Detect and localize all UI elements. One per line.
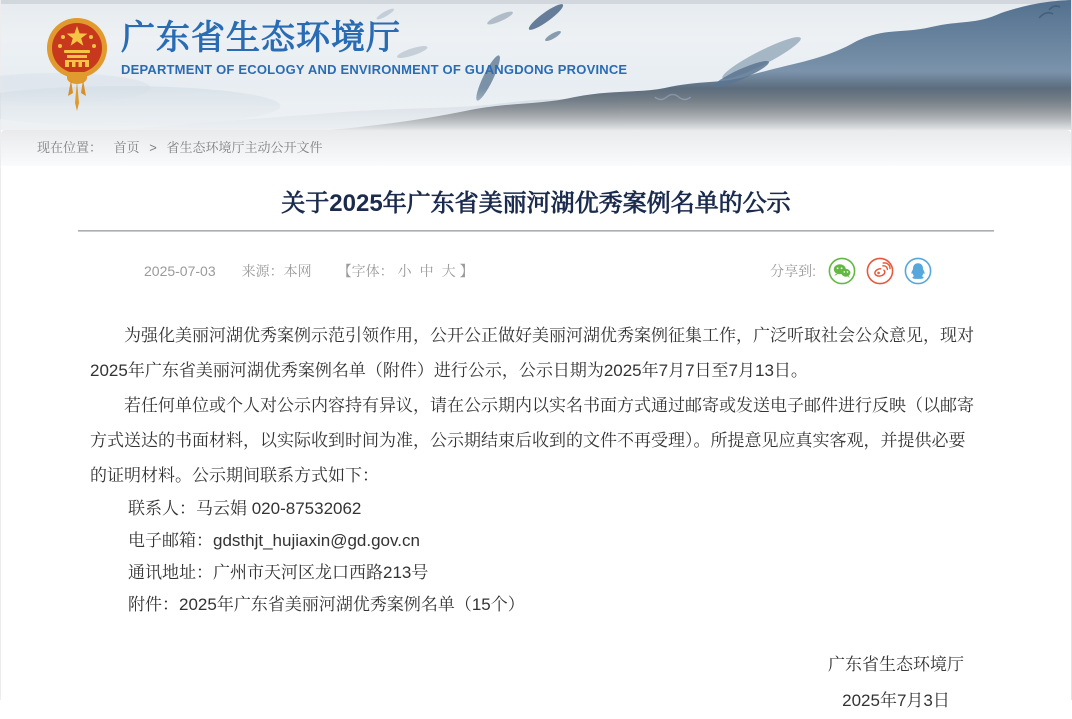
title-divider xyxy=(78,230,994,232)
share-weibo-icon[interactable] xyxy=(866,257,894,285)
paragraph: 为强化美丽河湖优秀案例示范引领作用，公开公正做好美丽河湖优秀案例征集工作，广泛听取社会公众意见，现对2025年广东省美丽河湖优秀案例名单（附件）进行公示，公示日期为2025年7月7日至7月13日。 xyxy=(90,326,974,380)
font-size-control xyxy=(338,261,474,281)
font-size-medium-button[interactable]: 中 xyxy=(419,263,434,279)
paragraph: 若任何单位或个人对公示内容持有异议，请在公示期内以实名书面方式通过邮寄或发送电子邮件进行反映（以邮寄方式送达的书面材料，以实际收到时间为准，公示期结束后收到的文件不再受理）。所提意见应真实客观，并提供必要的证明材料。公示期间联系方式如下： xyxy=(90,396,974,485)
brand-text xyxy=(121,10,627,77)
article-meta-left xyxy=(144,261,474,281)
signature-inner xyxy=(828,647,964,719)
contact-address-line: 通讯地址：广州市天河区龙口西路213号 xyxy=(128,563,429,582)
site-title: 广东省生态环境厅 xyxy=(121,19,401,57)
signature-date: 2025年7月3日 xyxy=(842,691,950,710)
share-wechat-icon[interactable] xyxy=(828,257,856,285)
font-size-large-button[interactable]: 大 xyxy=(441,263,456,279)
site-header xyxy=(1,0,1071,130)
breadcrumb-link-home[interactable]: 首页 xyxy=(113,140,140,155)
contact-email-line: 电子邮箱：gdsthjt_hujiaxin@gd.gov.cn xyxy=(128,531,420,550)
share-label: 分享到: xyxy=(770,263,816,279)
contact-person-line: 联系人：马云娟 020-87532062 xyxy=(128,499,362,518)
font-size-label-open: 【字体： xyxy=(337,263,394,279)
article-title: 关于2025年广东省美丽河湖优秀案例名单的公示 xyxy=(281,190,791,217)
signature-block xyxy=(78,647,994,719)
font-size-small-button[interactable]: 小 xyxy=(397,263,412,279)
site-logo[interactable] xyxy=(45,10,627,114)
national-emblem-icon xyxy=(45,10,109,114)
publish-date: 2025-07-03 xyxy=(144,263,216,279)
breadcrumb-prefix: 现在位置： xyxy=(37,140,103,155)
breadcrumb-separator: > xyxy=(149,140,157,155)
breadcrumb-link-section[interactable]: 省生态环境厅主动公开文件 xyxy=(166,140,323,155)
breadcrumb xyxy=(1,130,1071,166)
article-container xyxy=(1,188,1071,719)
article-source: 来源：本网 xyxy=(241,263,312,279)
font-size-label-close: 】 xyxy=(459,263,474,279)
article-meta-row xyxy=(78,256,994,286)
signature-org: 广东省生态环境厅 xyxy=(828,655,964,674)
share-qq-icon[interactable] xyxy=(904,257,932,285)
site-title-english: DEPARTMENT OF ECOLOGY AND ENVIRONMENT OF GUANGDONG PROVINCE xyxy=(121,62,628,77)
article-body xyxy=(78,318,994,719)
attachment-line: 附件：2025年广东省美丽河湖优秀案例名单（15个） xyxy=(128,595,525,614)
share-group xyxy=(770,257,994,285)
